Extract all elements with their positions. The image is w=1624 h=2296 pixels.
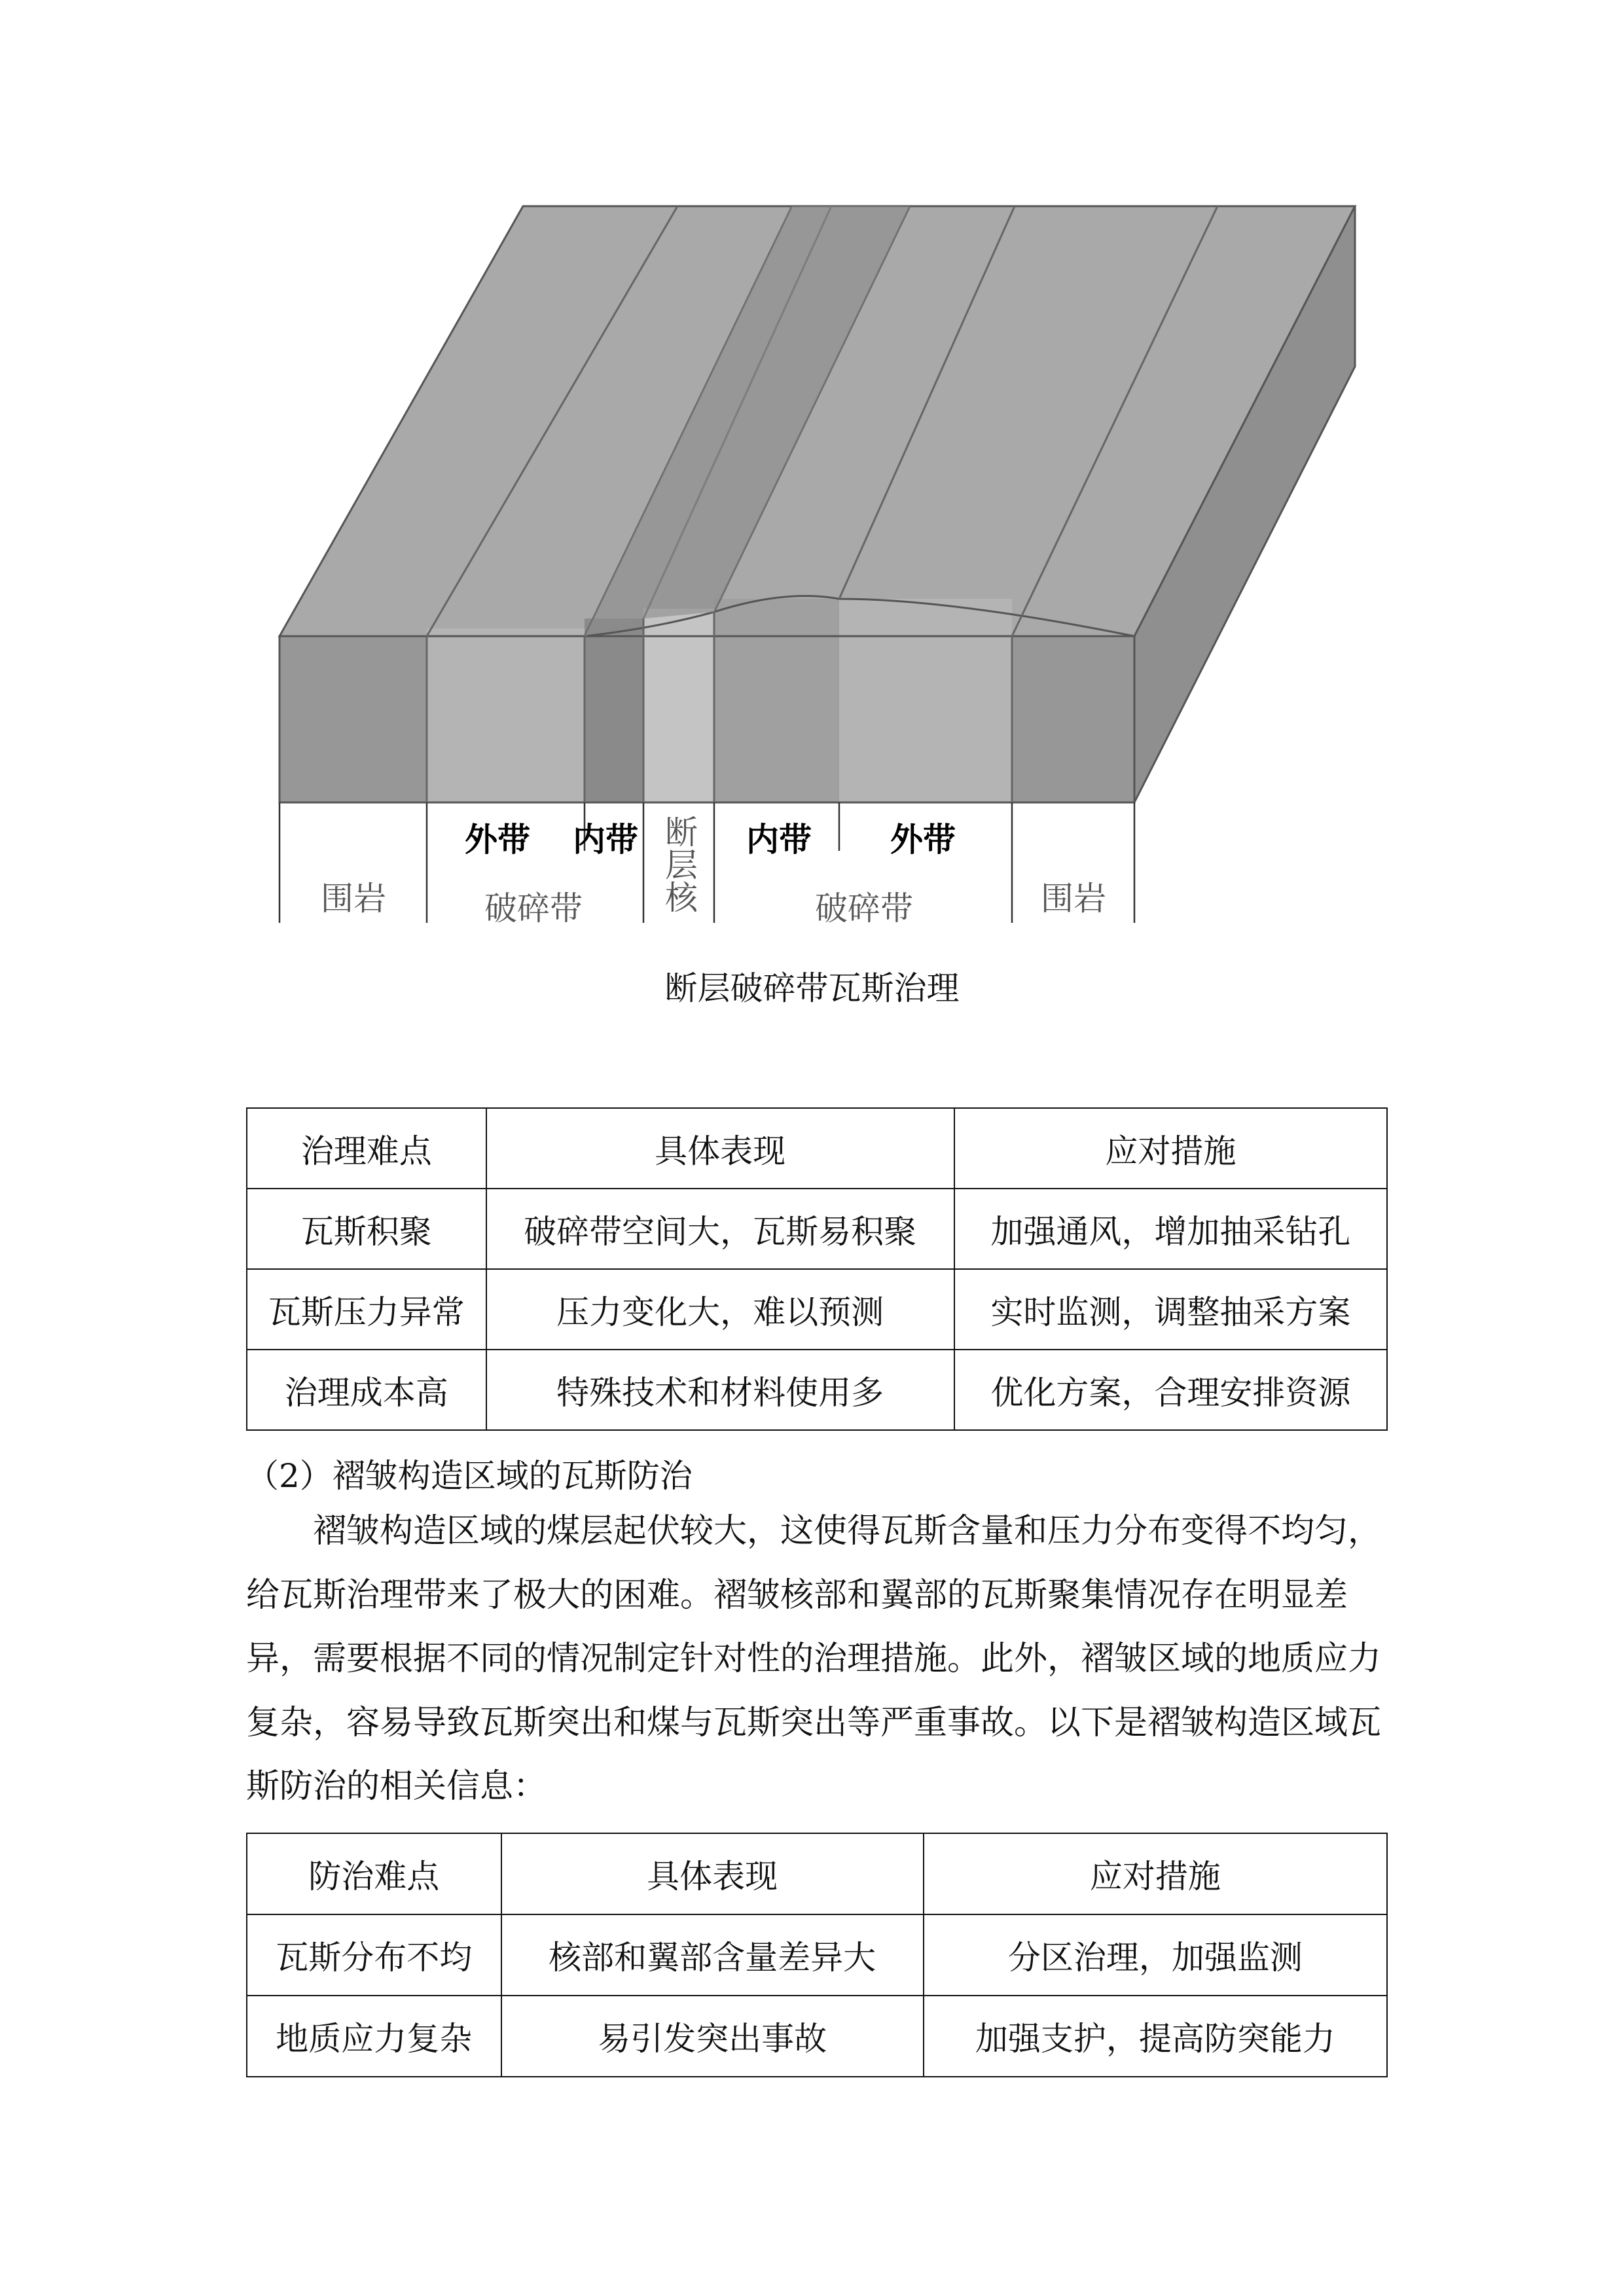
front-country-rock-right xyxy=(1012,636,1134,802)
section-paragraph xyxy=(246,1505,1388,1825)
paragraph-line: 给瓦斯治理带来了极大的困难。褶皱核部和翼部的瓦斯聚集情况存在明显差 xyxy=(246,1575,1348,1615)
table-cell: 核部和翼部含量差异大 xyxy=(501,1914,924,1996)
table-cell: 地质应力复杂 xyxy=(247,1996,501,2077)
paragraph-line: 异，需要根据不同的情况制定针对性的治理措施。此外，褶皱区域的地质应力 xyxy=(246,1640,1382,1678)
label-country-rock-right: 围岩 xyxy=(1041,880,1106,918)
label-fracture-zone-right: 破碎带 xyxy=(815,889,913,927)
table-header-row xyxy=(247,1833,1387,1914)
label-inner-zone-right: 内带 xyxy=(746,821,812,859)
table-header-row xyxy=(247,1108,1387,1189)
front-inner-zone-right xyxy=(714,599,839,802)
header-cell: 应对措施 xyxy=(924,1833,1387,1914)
label-fracture-zone-left: 破碎带 xyxy=(484,889,583,927)
header-cell: 具体表现 xyxy=(501,1833,924,1914)
fault-zone-diagram xyxy=(0,0,1624,969)
front-outer-zone-right xyxy=(839,599,1012,802)
table-cell: 瓦斯分布不均 xyxy=(247,1914,501,1996)
table-row xyxy=(247,1914,1387,1996)
table-cell: 治理成本高 xyxy=(247,1350,486,1430)
table-cell: 分区治理，加强监测 xyxy=(924,1914,1387,1996)
label-outer-zone-left: 外带 xyxy=(465,821,530,859)
paragraph-line: 复杂，容易导致瓦斯突出和煤与瓦斯突出等严重事故。以下是褶皱构造区域瓦 xyxy=(246,1703,1382,1742)
header-cell: 防治难点 xyxy=(247,1833,501,1914)
paragraph-line: 斯防治的相关信息： xyxy=(246,1767,547,1806)
table-cell: 破碎带空间大，瓦斯易积聚 xyxy=(486,1189,954,1269)
table-cell: 瓦斯压力异常 xyxy=(247,1269,486,1350)
header-cell: 具体表现 xyxy=(486,1108,954,1189)
table-cell: 压力变化大，难以预测 xyxy=(486,1269,954,1350)
table-row xyxy=(247,1350,1387,1430)
label-outer-zone-right: 外带 xyxy=(890,821,956,859)
table-cell: 优化方案，合理安排资源 xyxy=(954,1350,1387,1430)
figure-caption: 断层破碎带瓦斯治理 xyxy=(664,969,960,1007)
table-cell: 瓦斯积聚 xyxy=(247,1189,486,1269)
table-cell: 加强支护，提高防突能力 xyxy=(924,1996,1387,2077)
front-fault-core xyxy=(643,609,714,802)
front-outer-zone-left xyxy=(427,628,585,802)
header-cell: 应对措施 xyxy=(954,1108,1387,1189)
header-cell: 治理难点 xyxy=(247,1108,486,1189)
table-row xyxy=(247,1189,1387,1269)
front-inner-zone-left xyxy=(585,619,643,802)
paragraph-line: 褶皱构造区域的煤层起伏较大，这使得瓦斯含量和压力分布变得不均匀， xyxy=(313,1512,1382,1551)
table-cell: 易引发突出事故 xyxy=(501,1996,924,2077)
table-cell: 实时监测，调整抽采方案 xyxy=(954,1269,1387,1350)
front-country-rock-left xyxy=(280,636,427,802)
table-row xyxy=(247,1269,1387,1350)
label-fault-core: 断层核 xyxy=(660,815,698,913)
table-row xyxy=(247,1996,1387,2077)
section-heading: （2）褶皱构造区域的瓦斯防治 xyxy=(246,1457,693,1495)
fault-zone-table xyxy=(246,1107,1388,1431)
table-cell: 特殊技术和材料使用多 xyxy=(486,1350,954,1430)
table-cell: 加强通风，增加抽采钻孔 xyxy=(954,1189,1387,1269)
fold-zone-table xyxy=(246,1833,1388,2077)
label-inner-zone-left: 内带 xyxy=(573,821,638,859)
label-country-rock-left: 围岩 xyxy=(321,880,386,918)
